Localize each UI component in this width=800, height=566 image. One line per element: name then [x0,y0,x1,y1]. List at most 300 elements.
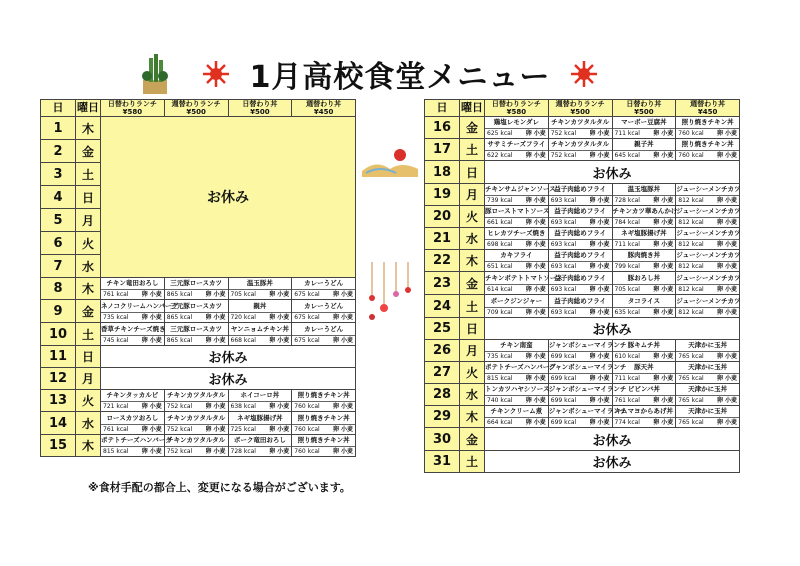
meal-cell [612,184,676,206]
meal-info [485,308,548,317]
weekday: 火 [460,206,485,228]
meal-info [292,402,355,411]
table-row [41,412,356,435]
header-col [676,100,740,117]
allergen-tags [526,240,546,249]
closed-label: お休み [101,368,356,390]
meal-name: チキン竜田おろし [101,278,164,290]
allergen-wheat: 小麦 [597,285,610,293]
meal-cell [485,139,549,161]
header-col-price: ¥500 [570,108,590,116]
meal-info [485,262,548,271]
allergen-egg: 卵 [589,285,596,293]
meal-name: 益子肉総めフライ [549,296,612,308]
allergen-wheat: 小麦 [597,130,610,137]
page-title: 1月高校食堂メニュー [249,60,551,95]
meal-info [101,425,164,434]
weekday: 金 [460,117,485,139]
meal-kcal: 752 kcal [166,425,193,433]
weekday: 土 [76,163,101,186]
allergen-egg: 卵 [205,448,212,455]
allergen-wheat: 小麦 [533,285,546,293]
allergen-tags [590,374,610,383]
allergen-wheat: 小麦 [277,425,290,433]
allergen-wheat: 小麦 [724,130,737,137]
allergen-tags [333,336,353,345]
meal-kcal: 711 kcal [614,130,640,137]
meal-info [613,196,676,205]
header-col-name: 週替わりランチ [171,100,221,108]
meal-kcal: 865 kcal [166,336,193,344]
header-col [101,100,165,117]
allergen-wheat: 小麦 [149,425,162,433]
allergen-tags [269,290,289,299]
allergen-wheat: 小麦 [724,419,737,426]
allergen-wheat: 小麦 [533,130,546,137]
meal-kcal: 699 kcal [550,353,577,360]
meal-info [485,374,548,383]
allergen-tags [333,313,353,322]
allergen-egg: 卵 [717,241,724,248]
allergen-egg: 卵 [589,152,596,159]
meal-cell [612,272,676,295]
allergen-egg: 卵 [653,197,660,204]
allergen-tags [717,308,737,317]
meal-cell [548,206,612,228]
meal-kcal: 661 kcal [487,219,513,226]
meal-info [613,240,676,249]
weekday: 金 [76,300,101,323]
meal-info [613,352,676,361]
allergen-wheat: 小麦 [597,308,610,316]
allergen-tags [206,402,226,411]
allergen-tags [590,129,610,138]
allergen-tags [717,218,737,227]
allergen-egg: 卵 [589,353,596,360]
meal-cell [164,323,228,346]
meal-name: ジューシーメンチカツ [676,250,739,262]
allergen-tags [653,129,673,138]
header-col-name: 週替わりランチ [555,100,605,108]
allergen-tags [206,425,226,434]
weekday: 金 [76,140,101,163]
allergen-egg: 卵 [525,397,532,404]
meal-kcal: 752 kcal [550,152,577,159]
allergen-egg: 卵 [269,313,276,321]
allergen-tags [653,396,673,405]
meal-kcal: 675 kcal [294,336,320,344]
allergen-egg: 卵 [717,285,724,293]
meal-kcal: 664 kcal [487,419,513,426]
allergen-tags [653,418,673,427]
meal-name: チキンカツ華あんかけ [613,206,676,218]
header-col-price: ¥580 [506,108,527,116]
allergen-egg: 卵 [717,419,724,426]
allergen-tags [717,262,737,271]
meal-cell [548,228,612,250]
header-col-price: ¥450 [313,108,334,116]
meal-kcal: 752 kcal [166,403,193,410]
meal-name: ジューシーメンチカツ [676,296,739,308]
allergen-egg: 卵 [653,308,660,316]
meal-cell [101,300,179,323]
meal-info [485,218,548,227]
allergen-egg: 卵 [205,336,212,344]
meal-kcal: 725 kcal [230,425,256,433]
meal-cell [676,139,740,161]
meal-cell [548,117,612,139]
meal-cell [101,390,165,412]
allergen-wheat: 小麦 [340,448,353,455]
weekday: 土 [460,139,485,161]
day-number: 17 [425,139,460,161]
meal-cell [612,206,676,228]
meal-name: 照り焼きチキン丼 [292,435,355,447]
weekday: 木 [76,117,101,140]
meal-kcal: 815 kcal [103,448,129,455]
meal-name: チキンカツタルタル [165,413,228,425]
meal-kcal: 699 kcal [550,419,577,426]
allergen-tags [590,218,610,227]
allergen-wheat: 小麦 [533,152,546,159]
meal-kcal: 765 kcal [678,375,704,382]
allergen-wheat: 小麦 [661,152,674,159]
meal-cell [612,117,676,139]
allergen-tags [590,308,610,317]
meal-info [549,218,612,227]
meal-kcal: 784 kcal [614,219,640,226]
meal-kcal: 693 kcal [550,241,577,248]
day-number: 20 [425,206,460,228]
allergen-egg: 卵 [525,375,532,382]
meal-info [676,240,739,249]
meal-cell [676,340,740,362]
meal-info [485,129,548,138]
allergen-tags [142,336,162,345]
allergen-egg: 卵 [589,197,596,204]
allergen-egg: 卵 [653,375,660,382]
meal-name: カレーうどん [292,278,355,290]
table-row [425,340,740,362]
allergen-egg: 卵 [333,403,340,410]
allergen-egg: 卵 [717,263,724,270]
weekday: 月 [460,340,485,362]
allergen-egg: 卵 [589,130,596,137]
meal-name: チキンポテトトマトソース [485,273,548,285]
meal-kcal: 740 kcal [487,397,513,404]
weekday: 木 [460,250,485,272]
allergen-wheat: 小麦 [661,241,674,248]
meal-kcal: 765 kcal [678,353,704,360]
meal-cell [164,435,228,457]
allergen-egg: 卵 [589,219,596,226]
day-number: 21 [425,228,460,250]
meal-info [165,336,228,345]
meal-kcal: 760 kcal [678,152,704,159]
allergen-egg: 卵 [653,241,660,248]
meal-name: チキンカツタルタル [549,139,612,151]
meal-name: ポーク竜田おろし [229,435,292,447]
allergen-egg: 卵 [141,336,148,344]
allergen-tags [206,290,226,299]
allergen-egg: 卵 [589,308,596,316]
allergen-wheat: 小麦 [149,448,162,455]
meal-info [229,290,292,299]
meal-kcal: 865 kcal [166,313,193,321]
meal-kcal: 812 kcal [678,308,704,316]
meal-kcal: 865 kcal [166,291,193,298]
weekday: 水 [76,412,101,435]
allergen-wheat: 小麦 [533,419,546,426]
meal-name: 三元豚ロースカツ [165,278,228,290]
header-col [228,100,292,117]
weekday: 金 [460,428,485,451]
allergen-egg: 卵 [525,130,532,137]
meal-kcal: 745 kcal [103,336,129,344]
meal-kcal: 610 kcal [614,353,640,360]
meal-cell [612,295,676,318]
allergen-tags [526,352,546,361]
table-row [425,451,740,473]
meal-info [676,196,739,205]
meal-info [485,396,548,405]
allergen-egg: 卵 [269,403,276,410]
allergen-egg: 卵 [205,291,212,298]
meal-name: ジャンボシューマイランチ [549,384,612,396]
weekday: 水 [76,255,101,278]
allergen-tags [590,396,610,405]
meal-info [485,418,548,427]
weekday: 月 [76,209,101,232]
meal-cell [485,250,549,272]
meal-info [229,425,292,434]
allergen-egg: 卵 [525,353,532,360]
allergen-wheat: 小麦 [340,313,353,321]
meal-name: チキンカツタルタル [165,435,228,447]
closed-label: お休み [485,318,740,340]
allergen-tags [526,262,546,271]
meal-info [676,396,739,405]
meal-name: ササミチーズフライ [485,139,548,151]
allergen-wheat: 小麦 [597,241,610,248]
meal-info [101,313,164,322]
allergen-tags [526,396,546,405]
meal-cell [548,139,612,161]
meal-info [549,308,612,317]
day-number: 8 [41,278,76,300]
meal-name: 照り焼きチキン丼 [292,390,355,402]
allergen-egg: 卵 [589,375,596,382]
header-col-price: ¥580 [122,108,143,116]
day-number: 28 [425,384,460,406]
meal-kcal: 638 kcal [230,403,256,410]
allergen-tags [653,218,673,227]
meal-info [549,240,612,249]
meal-cell [676,206,740,228]
allergen-tags [142,313,162,322]
meal-name: ジャンボシューマイランチ [549,406,612,418]
meal-cell [292,323,356,346]
meal-kcal: 614 kcal [487,285,513,293]
allergen-wheat: 小麦 [597,419,610,426]
meal-kcal: 675 kcal [294,291,320,298]
weekday: 火 [76,390,101,412]
menu-table-right [424,99,740,473]
allergen-egg: 卵 [269,336,276,344]
page-title-row [0,52,800,95]
meal-name: ジューシーメンチカツ [676,184,739,196]
meal-info [613,285,676,294]
allergen-wheat: 小麦 [149,313,162,321]
meal-kcal: 698 kcal [487,241,513,248]
allergen-tags [653,262,673,271]
allergen-tags [653,285,673,294]
meal-kcal: 728 kcal [614,197,640,204]
allergen-egg: 卵 [333,291,340,298]
meal-kcal: 760 kcal [294,448,320,455]
header-day: 日 [41,100,76,117]
meal-kcal: 709 kcal [487,308,513,316]
meal-name: ポークジンジャー [485,296,548,308]
allergen-tags [269,313,289,322]
closed-label: お休み [485,428,740,451]
meal-kcal: 752 kcal [166,448,193,455]
closed-label: お休み [101,117,356,278]
meal-cell [228,278,292,300]
meal-cell [612,139,676,161]
meal-info [613,308,676,317]
allergen-wheat: 小麦 [277,403,290,410]
allergen-tags [590,285,610,294]
meal-cell [228,300,292,323]
allergen-egg: 卵 [205,313,212,321]
closed-label: お休み [485,161,740,184]
allergen-wheat: 小麦 [597,152,610,159]
header-col [612,100,676,117]
header-col-price: ¥500 [634,108,654,116]
meal-info [549,418,612,427]
day-number: 26 [425,340,460,362]
meal-info [549,285,612,294]
meal-info [165,313,228,322]
allergen-tags [333,402,353,411]
allergen-tags [333,425,353,434]
meal-info [485,285,548,294]
day-number: 14 [41,412,76,435]
allergen-wheat: 小麦 [661,397,674,404]
meal-info [229,447,292,456]
meal-kcal: 711 kcal [614,241,640,248]
day-number: 1 [41,117,76,140]
allergen-wheat: 小麦 [724,197,737,204]
meal-name: 三元豚ロースカツ [165,324,228,336]
day-number: 10 [41,323,76,346]
allergen-egg: 卵 [717,353,724,360]
allergen-tags [653,352,673,361]
header-row [41,100,356,117]
meal-kcal: 812 kcal [678,241,704,248]
meal-kcal: 760 kcal [678,130,704,137]
allergen-egg: 卵 [717,130,724,137]
meal-info [613,262,676,271]
meal-kcal: 675 kcal [294,313,320,321]
meal-kcal: 645 kcal [614,152,640,159]
allergen-tags [653,374,673,383]
meal-info [485,151,548,160]
closed-label: お休み [485,451,740,473]
allergen-egg: 卵 [653,353,660,360]
meal-name: 鶏塩レモンダレ [485,117,548,129]
allergen-egg: 卵 [141,313,148,321]
meal-info [549,151,612,160]
weekday: 日 [76,346,101,368]
meal-name: ロースカツおろし [101,413,164,425]
meal-cell [676,295,740,318]
allergen-egg: 卵 [653,130,660,137]
meal-info [676,218,739,227]
meal-cell [485,184,556,206]
meal-name: 益子肉総めフライ [549,250,612,262]
allergen-tags [142,447,162,456]
allergen-tags [717,129,737,138]
meal-kcal: 735 kcal [487,353,513,360]
meal-kcal: 761 kcal [614,397,640,404]
day-number: 24 [425,295,460,318]
meal-cell [548,272,612,295]
meal-info [101,336,164,345]
allergen-tags [526,308,546,317]
allergen-tags [269,447,289,456]
allergen-tags [142,402,162,411]
meal-info [485,196,548,205]
allergen-wheat: 小麦 [213,448,226,455]
day-number: 25 [425,318,460,340]
meal-info [549,129,612,138]
meal-cell [164,278,228,300]
meal-cell [292,300,356,323]
meal-cell [485,406,549,428]
meal-cell [228,412,292,435]
meal-name: 天津かに玉丼 [676,362,739,374]
meal-info [549,196,612,205]
sunrise-landscape-icon [362,145,418,177]
meal-kcal: 720 kcal [230,313,256,321]
allergen-egg: 卵 [333,448,340,455]
allergen-tags [142,290,162,299]
allergen-wheat: 小麦 [340,403,353,410]
meal-name: チキンカツタルタル [549,117,612,129]
meal-kcal: 693 kcal [550,197,577,204]
allergen-tags [333,447,353,456]
meal-info [676,418,739,427]
allergen-tags [269,425,289,434]
allergen-egg: 卵 [333,425,340,433]
meal-kcal: 625 kcal [487,130,513,137]
allergen-egg: 卵 [717,308,724,316]
meal-cell [676,184,740,206]
weekday: 土 [460,451,485,473]
meal-cell [292,390,356,412]
meal-kcal: 622 kcal [487,152,513,159]
meal-name: ネギ塩豚揚げ丼 [229,413,292,425]
meal-kcal: 699 kcal [550,397,577,404]
meal-kcal: 761 kcal [103,425,129,433]
allergen-wheat: 小麦 [661,308,674,316]
meal-cell [676,250,740,272]
meal-info [613,151,676,160]
meal-info [549,262,612,271]
meal-name: ジューシーメンチカツ [676,206,739,218]
